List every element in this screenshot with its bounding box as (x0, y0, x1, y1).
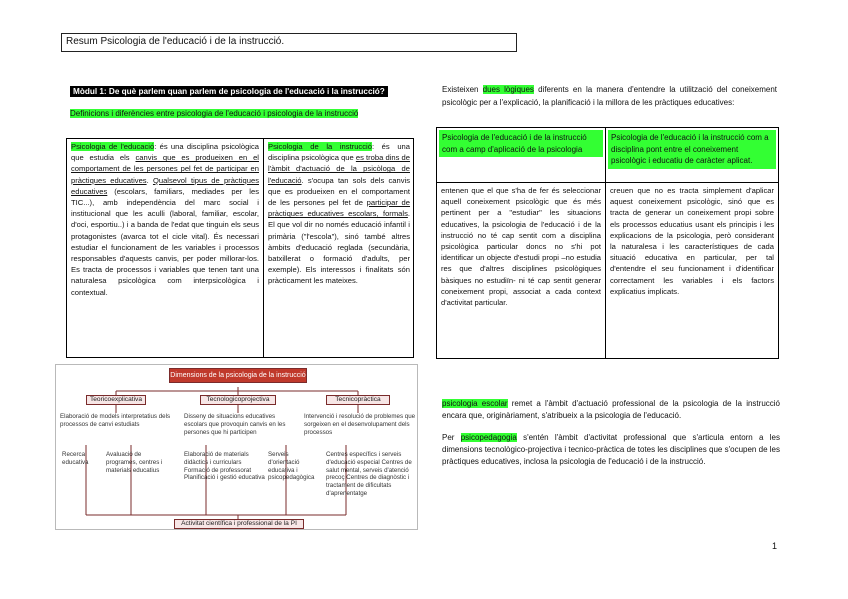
underlined-segment: canvis que es produeixen en el comportament de les persones pel fet de participar en pràctiques educatives (71, 153, 259, 185)
header-left-text: Psicologia de l'educació i de la instrucció com a camp d'aplicació de la psicologia (439, 130, 603, 157)
header-cell-left (436, 127, 606, 183)
intro-paragraph (442, 84, 777, 109)
body-cell-left (436, 183, 606, 359)
highlight-psicopedagogia: psicopedagogia (460, 433, 517, 442)
underlined-segment: participar de pràctiques educatives escolars, formals (268, 198, 411, 219)
header-cell-right (605, 127, 779, 183)
text-segment: remet a l'àmbit d'actuació professional de la psicologia de la instrucció encara que, originàriament, s'atribueix a la psicologia de l'educació. (442, 399, 780, 420)
row1-tecnicopractica: Intervenció i resolució de problemes que sorgeixen en el desenvolupament dels processos (304, 413, 416, 436)
definitions-heading-text: Definicions i diferències entre psicologia de l'educació i psicologia de la instrucció (70, 109, 359, 118)
document-title: Resum Psicologia de l'educació i de la instrucció. (61, 33, 517, 52)
row1-tecnologicoprojectiva: Disseny de situacions educatives escolars que provoquin canvis en les persones que hi participen (184, 413, 286, 436)
diagram-title: Dimensions de la psicologia de la instrucció (169, 368, 307, 383)
definitions-table (66, 138, 414, 358)
diagram-footer: Activitat científica i professional de la PI (174, 519, 304, 529)
highlight-dues-logiques: dues lògiques (482, 85, 534, 94)
body-right-text: creuen que no es tracta simplement d'aplicar aquest coneixement psicològic, sinó que es tracta de generar un coneixement propi sobre els processos educatius usant els principis i les explicacions de la psicologia, però considerant la naturalesa i les característiques de cada situació educativa en particular, per tal d'entendre el seu funcionament i d'identificar correctament les variables i els factors explicatius implicats. (610, 186, 774, 296)
body-cell-right (605, 183, 779, 359)
term-psicologia-educacio: Psicologia de l'educació (71, 142, 155, 151)
page-number: 1 (772, 541, 778, 551)
logics-table (436, 127, 779, 359)
definitions-heading (70, 108, 375, 120)
column-head-tecnologicoprojectiva: Tecnologicoprojectiva (200, 395, 276, 405)
row2-centres: Centres específics i serveis d'educació especial Centres de salut mental, serveis d'atenció precoç Centres de diagnòstic i tractament de dificultats d'aprenentatge (326, 451, 412, 497)
column-head-teoricoexplicativa: Teoricoexplicativa (86, 395, 146, 405)
header-right-text: Psicologia de l'educació i la instrucció com a disciplina pont entre el coneixement psicològic i educatiu de caràcter aplicat. (608, 130, 776, 169)
text-segment: s'entén l'àmbit d'activitat professional que s'articula entorn a les dimensions tecnològico-projectiva i tecnico-pràctica de totes les disciplines que s'ocupen de les pràctiques educatives, inclosa la psicologia de l'educació i de la instrucció. (442, 433, 780, 466)
text-segment: diferents en la manera d'entendre la utilització del coneixement psicològic per a l'explicació, la planificació i la millora de les pràctiques educatives: (442, 85, 777, 107)
row2-serveis-orientacio: Serveis d'orientació educativa i psicopedagògica (268, 451, 315, 482)
table-cell-psicologia-instruccio (264, 139, 414, 289)
row2-elaboracio: Elaboració de materials didàctics i curriculars Formació de professorat Planificació i gestió educativa (184, 451, 265, 482)
module-heading: Mòdul 1: De què parlem quan parlem de psicologia de l'educació i la instrucció? (70, 86, 388, 97)
column-head-tecnicopractica: Tecnicopràctica (326, 395, 390, 405)
text-segment: . (146, 175, 153, 185)
diagram-connectors (56, 365, 419, 531)
text-segment: : és una disciplina psicològica que (268, 142, 410, 163)
text-segment: . s'ocupa tan sols dels canvis que es produeixen en el comportament de les persones pel fet de (268, 175, 410, 208)
row2-avaluacio: Avaluació de programes, centres i materials educatius (106, 451, 163, 474)
text-segment: . El que vol dir no només educació infantil i primària ("l'escola"), sinó també altres àmbits d'educació reglada (secundària, batxillerat o formació d'adults, per exemple). Els interessos i finalitats són pràcticament les mateixes. (268, 209, 410, 286)
highlight-psicologia-escolar: psicologia escolar (442, 399, 508, 408)
text-segment: (escolars, familiars, mediades per les TIC...), amb independència del marc social i institucional que les aculli (laboral, familiar, escolar, d'oci, esportiu..) i a banda de l'edat que tinguin els seus protagonistes (avarca tot el cicle vital). És necessari estudiar el funcionament de les variables i processos responsables d'aquests canvis, per poder millorar-los. Es tracta de processos i variables que tenen tant una naturalesa psicològica com interpsicològica i contextual. (71, 186, 259, 297)
text-segment: Per (442, 433, 461, 442)
dimensions-diagram (55, 364, 418, 530)
psicopedagogia-paragraph (442, 432, 780, 468)
table-cell-psicologia-educacio (67, 139, 263, 300)
text-segment: : és una disciplina psicològica que estudia els (71, 142, 259, 163)
row2-recerca: Recerca educativa (62, 451, 89, 466)
psicologia-escolar-paragraph (442, 398, 780, 422)
text-segment: Existeixen (442, 85, 483, 94)
underlined-segment: es troba dins de l'àmbit d'actuació de la psicòloga de l'educació (268, 153, 410, 185)
term-psicologia-instruccio: Psicologia de la instrucció (268, 142, 372, 151)
underlined-segment: Qualsevol tipus de pràctiques educatives (71, 175, 259, 196)
body-left-text: entenen que el que s'ha de fer és seleccionar aquell coneixement psicològic que és més pertinent per a "estudiar" les situacions educatives, la psicologia de l'educació i de la instrucció no té cap sentit com a disciplina psicològica particular doncs no s'hi pot identificar un objecte d'estudi propi –no estudia res que d'altres disciplines psicològiques bàsiques no estudiïn- ni té cap sentit generar coneixement propi, associat a cada context d'activitat particular. (441, 186, 601, 308)
row1-teoricoexplicativa: Elaboració de models interpretatius dels processos de canvi estudiats (60, 413, 171, 428)
